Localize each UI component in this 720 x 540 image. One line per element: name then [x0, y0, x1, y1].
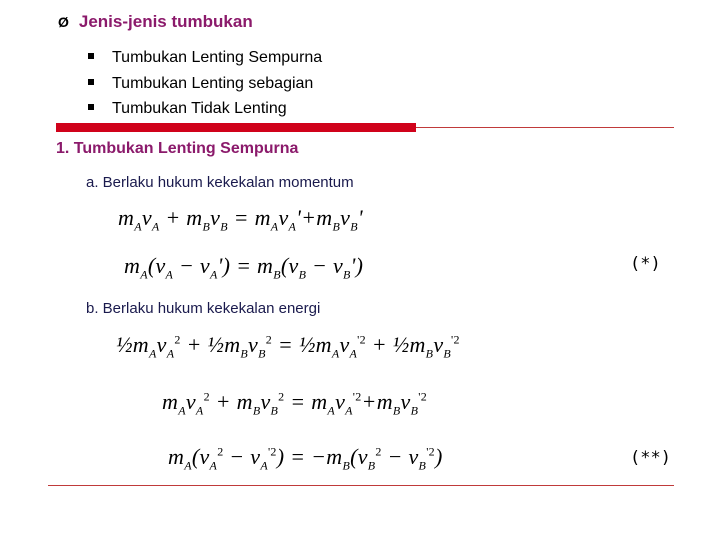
slide-heading [58, 12, 253, 32]
equation-marker-star: (*) [630, 254, 661, 274]
arrow-bullet-icon: Ø [58, 14, 69, 30]
equation-marker-double-star: (**) [630, 448, 671, 468]
square-bullet-icon [88, 104, 94, 110]
bottom-divider [48, 485, 674, 486]
equation-momentum-1: $m_Av_A + m_Bv_B = m_Av_A'+m_Bv_B'$ [118, 205, 363, 234]
subsection-label-momentum: a. Berlaku hukum kekekalan momentum [86, 174, 354, 191]
list-item: Tumbukan Lenting sebagian [88, 75, 313, 93]
equation-momentum-2: $m_A(v_A - v_A') = m_B(v_B - v_B')$ [124, 253, 364, 282]
list-item: Tumbukan Tidak Lenting [88, 100, 287, 118]
square-bullet-icon [88, 53, 94, 59]
divider-accent [56, 123, 416, 132]
equation-energy-3: $m_A(v_A^2 - v_A^{'2}) = -m_B(v_B^2 - v_B^{'2})$ [168, 444, 443, 473]
square-bullet-icon [88, 79, 94, 85]
list-item: Tumbukan Lenting Sempurna [88, 49, 322, 67]
subsection-label-energy: b. Berlaku hukum kekekalan energi [86, 300, 321, 317]
heading-text: Jenis-jenis tumbukan [78, 12, 253, 31]
section-title: 1. Tumbukan Lenting Sempurna [56, 140, 299, 157]
equation-energy-2: $m_Av_A^2 + m_Bv_B^2 = m_Av_A^{'2}+m_Bv_B^{'2}$ [162, 389, 428, 418]
equation-energy-1: $\frac{1}{2}m_Av_A^2$ + $\frac{1}{2}m_Bv_B^2$ = $\frac{1}{2}m_Av_A^{'2}$ + $\frac{1}{2}m_Bv_B^{'2}$ [116, 332, 460, 361]
